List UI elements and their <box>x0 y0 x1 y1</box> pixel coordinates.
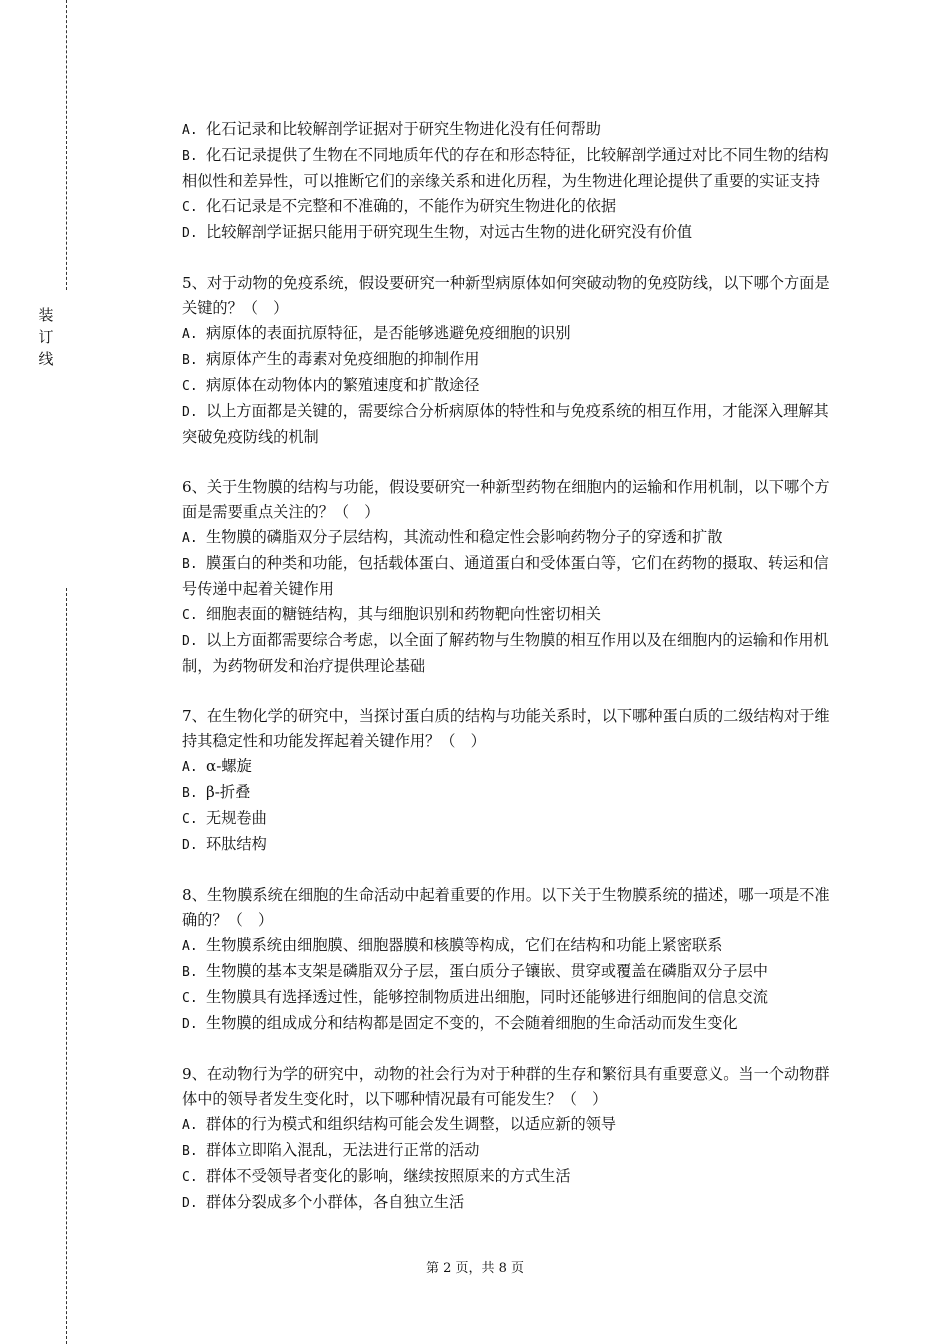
option-list <box>182 525 837 679</box>
option-text: α-螺旋 <box>206 757 252 775</box>
option-b <box>182 780 837 806</box>
question-stem: 8、生物膜系统在细胞的生命活动中起着重要的作用。以下关于生物膜系统的描述，哪一项是不准确的？（ ） <box>182 886 830 929</box>
binding-dashed-line-bottom <box>66 588 67 1344</box>
option-letter: C. <box>182 379 198 394</box>
option-letter: C. <box>182 991 198 1006</box>
option-letter: B. <box>182 557 198 572</box>
option-text: 群体的行为模式和组织结构可能会发生调整，以适应新的领导 <box>206 1115 617 1133</box>
option-text: 化石记录提供了生物在不同地质年代的存在和形态特征，比较解剖学通过对比不同生物的结构相似性和差异性，可以推断它们的亲缘关系和进化历程，为生物进化理论提供了重要的实证支持 <box>182 146 829 190</box>
option-text: 群体不受领导者变化的影响，继续按照原来的方式生活 <box>206 1167 571 1185</box>
option-text: 环肽结构 <box>206 835 267 853</box>
option-letter: D. <box>182 226 198 241</box>
option-d <box>182 832 837 858</box>
option-letter: D. <box>182 405 198 420</box>
option-letter: A. <box>182 939 198 954</box>
question-4-continued <box>182 117 837 246</box>
option-text: 生物膜的磷脂双分子层结构，其流动性和稳定性会影响药物分子的穿透和扩散 <box>206 528 723 546</box>
option-b <box>182 143 837 194</box>
option-text: 细胞表面的糖链结构，其与细胞识别和药物靶向性密切相关 <box>206 605 601 623</box>
option-text: 以上方面都是关键的，需要综合分析病原体的特性和与免疫系统的相互作用，才能深入理解其突破免疫防线的机制 <box>182 402 829 446</box>
option-letter: C. <box>182 812 198 827</box>
option-letter: D. <box>182 838 198 853</box>
option-a <box>182 525 837 551</box>
option-a <box>182 754 837 780</box>
option-b <box>182 347 837 373</box>
option-letter: C. <box>182 1170 198 1185</box>
option-text: 膜蛋白的种类和功能，包括载体蛋白、通道蛋白和受体蛋白等，它们在药物的摄取、转运和信号传递中起着关键作用 <box>182 554 829 598</box>
option-c <box>182 373 837 399</box>
option-a <box>182 117 837 143</box>
option-c <box>182 194 837 220</box>
option-letter: A. <box>182 531 198 546</box>
option-d <box>182 628 837 679</box>
option-text: 以上方面都需要综合考虑，以全面了解药物与生物膜的相互作用以及在细胞内的运输和作用机制，为药物研发和治疗提供理论基础 <box>182 631 829 675</box>
binding-char: 线 <box>38 350 54 368</box>
option-letter: D. <box>182 1017 198 1032</box>
option-c <box>182 806 837 832</box>
question-stem: 5、对于动物的免疫系统，假设要研究一种新型病原体如何突破动物的免疫防线，以下哪个方面是关键的？（ ） <box>182 274 830 317</box>
option-letter: B. <box>182 786 198 801</box>
option-list <box>182 754 837 858</box>
option-text: 生物膜系统由细胞膜、细胞器膜和核膜等构成，它们在结构和功能上紧密联系 <box>206 936 723 954</box>
option-d <box>182 1190 837 1216</box>
option-text: 化石记录和比较解剖学证据对于研究生物进化没有任何帮助 <box>206 120 601 138</box>
option-text: 病原体在动物体内的繁殖速度和扩散途径 <box>206 376 480 394</box>
option-text: 生物膜具有选择透过性，能够控制物质进出细胞，同时还能够进行细胞间的信息交流 <box>206 988 768 1006</box>
option-letter: A. <box>182 1118 198 1133</box>
option-text: 群体分裂成多个小群体，各自独立生活 <box>206 1193 465 1211</box>
option-d <box>182 220 837 246</box>
option-letter: D. <box>182 1196 198 1211</box>
option-list <box>182 117 837 246</box>
option-list <box>182 1112 837 1216</box>
question-list <box>182 117 837 1241</box>
question-stem: 6、关于生物膜的结构与功能，假设要研究一种新型药物在细胞内的运输和作用机制，以下哪个方面是需要重点关注的？（ ） <box>182 478 830 521</box>
option-text: 病原体的表面抗原特征，是否能够逃避免疫细胞的识别 <box>206 324 571 342</box>
question-9 <box>182 1062 837 1216</box>
question-stem: 9、在动物行为学的研究中，动物的社会行为对于种群的生存和繁衍具有重要意义。当一个动物群体中的领导者发生变化时，以下哪种情况最有可能发生？（ ） <box>182 1065 830 1108</box>
option-text: 生物膜的组成成分和结构都是固定不变的，不会随着细胞的生命活动而发生变化 <box>206 1014 738 1032</box>
option-text: 生物膜的基本支架是磷脂双分子层，蛋白质分子镶嵌、贯穿或覆盖在磷脂双分子层中 <box>206 962 768 980</box>
option-letter: B. <box>182 1144 198 1159</box>
option-letter: B. <box>182 965 198 980</box>
option-d <box>182 399 837 450</box>
option-a <box>182 321 837 347</box>
option-a <box>182 933 837 959</box>
question-6 <box>182 475 837 679</box>
option-c <box>182 602 837 628</box>
option-list <box>182 933 837 1037</box>
option-text: 化石记录是不完整和不准确的，不能作为研究生物进化的依据 <box>206 197 617 215</box>
option-text: 无规卷曲 <box>206 809 267 827</box>
option-text: 比较解剖学证据只能用于研究现生生物，对远古生物的进化研究没有价值 <box>206 223 692 241</box>
option-letter: D. <box>182 634 198 649</box>
option-letter: C. <box>182 608 198 623</box>
option-letter: B. <box>182 149 198 164</box>
page-number-footer: 第 2 页，共 8 页 <box>425 1261 525 1276</box>
option-list <box>182 321 837 450</box>
option-letter: A. <box>182 123 198 138</box>
option-text: β-折叠 <box>206 783 251 801</box>
option-d <box>182 1011 837 1037</box>
binding-label <box>36 304 56 370</box>
question-7 <box>182 704 837 858</box>
option-text: 病原体产生的毒素对免疫细胞的抑制作用 <box>206 350 480 368</box>
option-letter: C. <box>182 200 198 215</box>
binding-char: 订 <box>38 328 54 346</box>
question-5 <box>182 271 837 450</box>
option-c <box>182 985 837 1011</box>
question-8 <box>182 883 837 1037</box>
option-a <box>182 1112 837 1138</box>
option-letter: A. <box>182 327 198 342</box>
option-b <box>182 1138 837 1164</box>
option-b <box>182 551 837 602</box>
binding-char: 装 <box>38 306 54 324</box>
option-letter: A. <box>182 760 198 775</box>
binding-dashed-line-top <box>66 0 67 290</box>
question-stem: 7、在生物化学的研究中，当探讨蛋白质的结构与功能关系时，以下哪种蛋白质的二级结构对于维持其稳定性和功能发挥起着关键作用？（ ） <box>182 707 830 750</box>
option-c <box>182 1164 837 1190</box>
option-text: 群体立即陷入混乱，无法进行正常的活动 <box>206 1141 480 1159</box>
option-b <box>182 959 837 985</box>
option-letter: B. <box>182 353 198 368</box>
